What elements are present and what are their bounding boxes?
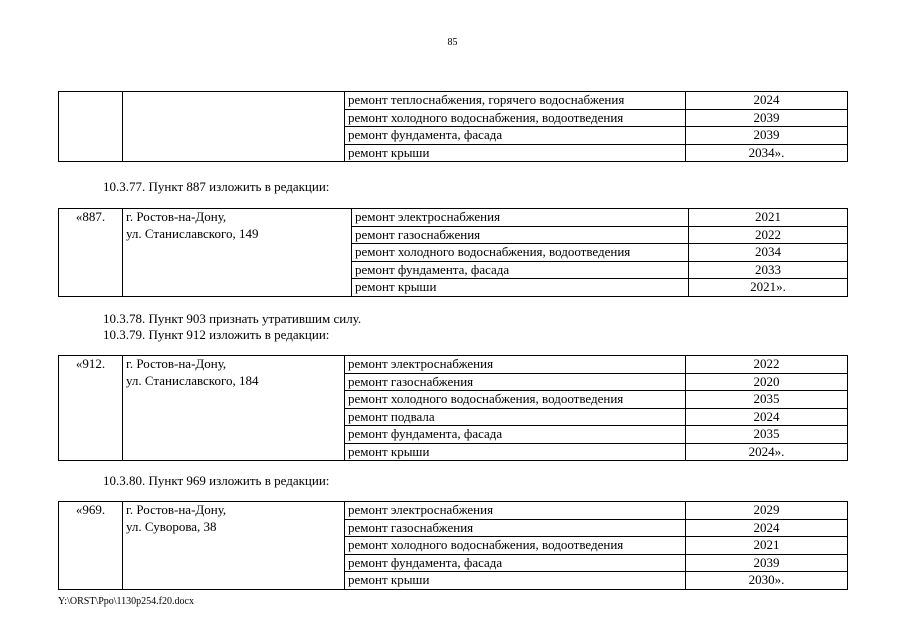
- item-912-table: [58, 355, 848, 461]
- address-city: г. Ростов-на-Дону,: [126, 356, 227, 371]
- paragraph-10-3-80: 10.3.80. Пункт 969 изложить в редакции:: [103, 473, 330, 488]
- year-cell: 2035: [686, 426, 848, 444]
- year-cell: 2024: [686, 408, 848, 426]
- address-cell: [123, 502, 345, 590]
- address-cell: [123, 92, 345, 162]
- year-cell: 2035: [686, 391, 848, 409]
- year-cell: 2024: [686, 519, 848, 537]
- work-cell: ремонт фундамента, фасада: [352, 261, 689, 279]
- work-cell: ремонт газоснабжения: [345, 373, 686, 391]
- address-city: г. Ростов-на-Дону,: [126, 209, 227, 224]
- work-cell: ремонт крыши: [352, 279, 689, 297]
- year-cell: 2039: [686, 127, 848, 145]
- item-number: «969.: [59, 502, 123, 590]
- item-number: «912.: [59, 356, 123, 461]
- continuation-table: [58, 91, 848, 162]
- year-cell: 2020: [686, 373, 848, 391]
- work-cell: ремонт холодного водоснабжения, водоотведения: [345, 109, 686, 127]
- footer-file-path: Y:\ORST\Ppo\1130p254.f20.docx: [58, 596, 194, 607]
- year-cell: 2021: [689, 209, 848, 227]
- item-number: «887.: [59, 209, 123, 297]
- year-cell: 2024: [686, 92, 848, 110]
- item-887-table: [58, 208, 848, 297]
- year-cell: 2033: [689, 261, 848, 279]
- page-number: 85: [447, 37, 458, 48]
- year-cell: 2034».: [686, 144, 848, 162]
- work-cell: ремонт электроснабжения: [345, 356, 686, 374]
- work-cell: ремонт фундамента, фасада: [345, 426, 686, 444]
- year-cell: 2034: [689, 244, 848, 262]
- table-row: [59, 502, 848, 520]
- work-cell: ремонт холодного водоснабжения, водоотведения: [345, 391, 686, 409]
- work-cell: ремонт теплоснабжения, горячего водоснабжения: [345, 92, 686, 110]
- paragraph-10-3-79: 10.3.79. Пункт 912 изложить в редакции:: [103, 327, 330, 342]
- year-cell: 2024».: [686, 443, 848, 461]
- year-cell: 2029: [686, 502, 848, 520]
- address-street: ул. Станиславского, 149: [126, 225, 259, 241]
- year-cell: 2022: [686, 356, 848, 374]
- work-cell: ремонт холодного водоснабжения, водоотведения: [352, 244, 689, 262]
- address-street: ул. Суворова, 38: [126, 518, 217, 534]
- year-cell: 2039: [686, 109, 848, 127]
- work-cell: ремонт крыши: [345, 572, 686, 590]
- table-row: [59, 356, 848, 374]
- year-cell: 2022: [689, 226, 848, 244]
- table-row: [59, 92, 848, 110]
- paragraph-10-3-78: 10.3.78. Пункт 903 признать утратившим силу.: [103, 311, 362, 326]
- work-cell: ремонт электроснабжения: [345, 502, 686, 520]
- address-city: г. Ростов-на-Дону,: [126, 502, 227, 517]
- paragraph-10-3-77: 10.3.77. Пункт 887 изложить в редакции:: [103, 179, 330, 194]
- year-cell: 2030».: [686, 572, 848, 590]
- work-cell: ремонт электроснабжения: [352, 209, 689, 227]
- item-969-table: [58, 501, 848, 590]
- work-cell: ремонт газоснабжения: [345, 519, 686, 537]
- year-cell: 2039: [686, 554, 848, 572]
- work-cell: ремонт газоснабжения: [352, 226, 689, 244]
- item-number: [59, 92, 123, 162]
- year-cell: 2021: [686, 537, 848, 555]
- address-cell: [123, 209, 352, 297]
- work-cell: ремонт подвала: [345, 408, 686, 426]
- work-cell: ремонт крыши: [345, 144, 686, 162]
- work-cell: ремонт крыши: [345, 443, 686, 461]
- year-cell: 2021».: [689, 279, 848, 297]
- work-cell: ремонт фундамента, фасада: [345, 554, 686, 572]
- table-row: [59, 209, 848, 227]
- work-cell: ремонт холодного водоснабжения, водоотведения: [345, 537, 686, 555]
- address-cell: [123, 356, 345, 461]
- address-street: ул. Станиславского, 184: [126, 372, 259, 388]
- work-cell: ремонт фундамента, фасада: [345, 127, 686, 145]
